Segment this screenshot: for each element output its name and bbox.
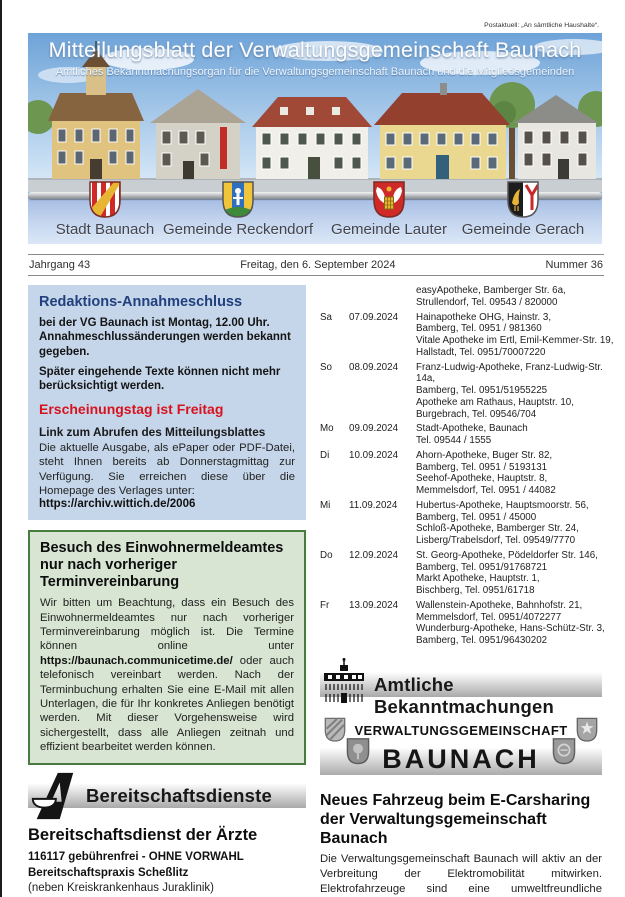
schedule-line: St. Georg-Apotheke, Pödeldorfer Str. 146, xyxy=(416,549,598,561)
deadline-box-title: Redaktions-Annahmeschluss xyxy=(39,294,243,310)
schedule-line: Ahorn-Apotheke, Buger Str. 82, xyxy=(416,449,553,461)
schedule-line: Bamberg, Tel. 0951 / 45000 xyxy=(416,511,537,523)
article-body: Die Verwaltungsgemeinschaft Baunach will aktiv an der Verbreitung der Elektromobilität mitwirken. Elektrofahrzeuge sind eine umweltfreundliche xyxy=(320,853,602,895)
reckendorf-coat-of-arms-icon xyxy=(221,180,255,225)
official-announcements-header xyxy=(320,663,602,717)
doctors-practice: Bereitschaftspraxis Scheßlitz xyxy=(28,866,189,879)
editorial-deadline-box xyxy=(28,285,306,520)
schedule-line: Bamberg, Tel. 0951 / 5193131 xyxy=(416,461,548,473)
booking-url-link[interactable]: https://baunach.communicetime.de/ xyxy=(40,654,233,667)
schedule-row xyxy=(320,450,602,497)
schedule-day: Fr xyxy=(320,599,330,611)
doctors-standby-heading: Bereitschaftsdienst der Ärzte xyxy=(28,826,258,845)
vg-logo-line1: VERWALTUNGSGEMEINSCHAFT xyxy=(354,722,568,738)
schedule-date: 09.09.2024 xyxy=(349,423,399,435)
schedule-row xyxy=(320,500,602,547)
schedule-lines xyxy=(416,312,613,359)
schedule-line: Franz-Ludwig-Apotheke, Franz-Ludwig-Str. xyxy=(416,361,603,373)
schedule-line: easyApotheke, Bamberger Str. 6a, xyxy=(416,285,566,296)
link-section-title: Link zum Abrufen des Mitteilungsblattes xyxy=(39,425,266,440)
schedule-lines xyxy=(416,550,602,597)
municipality-strip xyxy=(28,192,602,244)
issue-line xyxy=(28,254,604,276)
schedule-line: Markt Apotheke, Hauptstr. 1, xyxy=(416,573,540,585)
publication-day-note: Erscheinungstag ist Freitag xyxy=(39,401,224,418)
municipality-label-gerach: Gemeinde Gerach xyxy=(461,221,585,238)
baunach-coat-of-arms-icon xyxy=(88,180,122,225)
schedule-lines xyxy=(416,285,602,309)
schedule-lines xyxy=(416,362,603,421)
schedule-line: Tel. 09544 / 1555 xyxy=(416,435,492,446)
schedule-line: Bamberg, Tel. 0951/91768721 xyxy=(416,561,548,573)
appointment-box-title: Besuch des Einwohnermeldeamtes nur nach vorheriger Terminvereinbarung xyxy=(40,540,284,591)
schedule-date: 12.09.2024 xyxy=(349,549,399,561)
schedule-day xyxy=(320,285,342,309)
schedule-line: Seehof-Apotheke, Hauptstr. 8, xyxy=(416,473,548,485)
newsletter-subtitle: Amtliches Bekanntmachungsorgan für die Verwaltungsgemeinschaft Baunach und die Mitgliedsgemeinden xyxy=(55,66,575,78)
schedule-line: Memmelsdorf, Tel. 0951/4072277 xyxy=(416,611,562,623)
schedule-line: Wallenstein-Apotheke, Bahnhofstr. 21, xyxy=(416,599,583,611)
appointment-notice-box xyxy=(28,530,306,765)
municipality-label-reckendorf: Gemeinde Reckendorf xyxy=(162,221,314,238)
schedule-date: 07.09.2024 xyxy=(349,311,399,323)
schedule-line: Bamberg, Tel. 0951 / 981360 xyxy=(416,323,542,335)
schedule-line: Hallstadt, Tel. 0951/70007220 xyxy=(416,346,546,358)
schedule-line: Hubertus-Apotheke, Hauptsmoorstr. 56, xyxy=(416,499,589,511)
lauter-coat-of-arms-icon xyxy=(372,180,406,225)
schedule-line: Vitale Apotheke im Ertl, Emil-Kemmer-Str. 19, xyxy=(416,335,614,346)
appointment-box-body xyxy=(40,596,294,754)
schedule-lines xyxy=(416,423,602,447)
schedule-line: Burgebrach, Tel. 09546/704 xyxy=(416,408,537,420)
pharmacy-a-icon xyxy=(30,771,76,826)
schedule-day: Sa xyxy=(320,311,332,323)
schedule-line: 14a, xyxy=(416,373,436,385)
newsletter-title: Mitteilungsblatt der Verwaltungsgemeinschaft Baunach xyxy=(48,38,582,62)
standby-services-title: Bereitschaftsdienste xyxy=(86,785,272,807)
schedule-line: Wunderburg-Apotheke, Hans-Schütz-Str. 3, xyxy=(416,623,605,635)
schedule-row xyxy=(320,550,602,597)
schedule-day: Mi xyxy=(320,499,331,511)
schedule-lines xyxy=(416,450,602,497)
schedule-date: 10.09.2024 xyxy=(349,449,399,461)
article-title xyxy=(320,791,602,849)
municipality-label-lauter: Gemeinde Lauter xyxy=(331,221,447,238)
municipality-label-baunach: Stadt Baunach xyxy=(55,221,155,238)
article-title-line1: Neues Fahrzeug beim E-Carsharing xyxy=(320,791,591,809)
vg-logo-line2: BAUNACH xyxy=(382,743,540,774)
schedule-line: Bamberg, Tel. 0951/96430202 xyxy=(416,635,548,646)
schedule-row xyxy=(320,423,602,447)
schedule-day: Do xyxy=(320,549,333,561)
pharmacy-schedule xyxy=(320,285,614,647)
schedule-row xyxy=(320,362,602,421)
doctors-practice-note: (neben Kreiskrankenhaus Juraklinik) xyxy=(28,882,215,895)
standby-services-header xyxy=(28,774,306,818)
schedule-line: Apotheke am Rathaus, Hauptstr. 10, xyxy=(416,396,574,408)
postal-note: Postaktuell: „An sämtliche Haushalte“. xyxy=(484,22,599,29)
schedule-lines xyxy=(416,500,602,547)
schedule-date xyxy=(349,285,409,309)
schedule-date: 11.09.2024 xyxy=(349,499,398,511)
schedule-lines xyxy=(416,600,605,647)
appointment-text-part2: oder auch telefonisch vereinbart werden. Nach der Terminbuchung erhalten Sie eine E-Mail mit allen Unterlagen, die für Ihr konkretes Anliegen benötigt werden. Mit dieser Vorgehensweise wird sichergestellt, dass alle Anliegen zeitnah und effizient bearbeitet werden können. xyxy=(40,654,294,753)
schedule-line: Strullendorf, Tel. 09543 / 820000 xyxy=(416,296,558,308)
schedule-line: Schloß-Apotheke, Bamberger Str. 24, xyxy=(416,523,579,535)
issue-volume: Jahrgang 43 xyxy=(29,259,91,271)
schedule-date: 13.09.2024 xyxy=(349,599,399,611)
appointment-text-part1: Wir bitten um Beachtung, dass ein Besuch des Einwohnermeldeamtes nur nach vorheriger Terminvereinbarung möglich ist. Die Termine können online unter xyxy=(40,597,294,653)
left-column xyxy=(28,285,306,897)
archive-url-link[interactable]: https://archiv.wittich.de/2006 xyxy=(39,498,196,511)
schedule-line: Lisberg/Trabelsdorf, Tel. 09549/7770 xyxy=(416,535,576,546)
issue-number: Nummer 36 xyxy=(545,259,603,271)
schedule-line: Bischberg, Tel. 0951/61718 xyxy=(416,585,535,596)
vg-baunach-logo xyxy=(320,717,602,781)
link-section-body: Die aktuelle Ausgabe, als ePaper oder PDF-Datei, steht Ihnen bereits ab Donnerstagmittag zur Verfügung. Sie erreichen diese über die Homepage des Verlages unter: xyxy=(39,442,295,497)
schedule-line: Stadt-Apotheke, Baunach xyxy=(416,423,528,435)
schedule-date: 08.09.2024 xyxy=(349,361,399,373)
schedule-line: Memmelsdorf, Tel. 0951 / 44082 xyxy=(416,485,556,496)
deadline-text-2: Später eingehende Texte können nicht mehr berücksichtigt werden. xyxy=(39,365,281,392)
schedule-day: Mo xyxy=(320,423,334,435)
deadline-text-1: bei der VG Baunach ist Montag, 12.00 Uhr. Annahmeschlussänderungen werden bekannt gegeben. xyxy=(39,317,291,358)
gerach-coat-of-arms-icon xyxy=(506,180,540,225)
doctors-phone: 116117 gebührenfrei - OHNE VORWAHL xyxy=(28,851,244,864)
right-column xyxy=(320,285,614,897)
schedule-row xyxy=(320,285,602,309)
schedule-line: Bamberg, Tel. 0951/51955225 xyxy=(416,385,548,396)
official-announcements-title: Amtliche Bekanntmachungen xyxy=(374,673,555,717)
masthead xyxy=(28,33,602,192)
schedule-day: So xyxy=(320,361,332,373)
schedule-day: Di xyxy=(320,449,330,461)
town-hall-icon xyxy=(322,657,366,714)
schedule-row xyxy=(320,311,614,359)
schedule-row xyxy=(320,599,605,647)
article-title-line2: der Verwaltungsgemeinschaft Baunach xyxy=(320,810,547,848)
schedule-line: Hainapotheke OHG, Hainstr. 3, xyxy=(416,311,552,323)
issue-date: Freitag, den 6. September 2024 xyxy=(240,259,396,271)
